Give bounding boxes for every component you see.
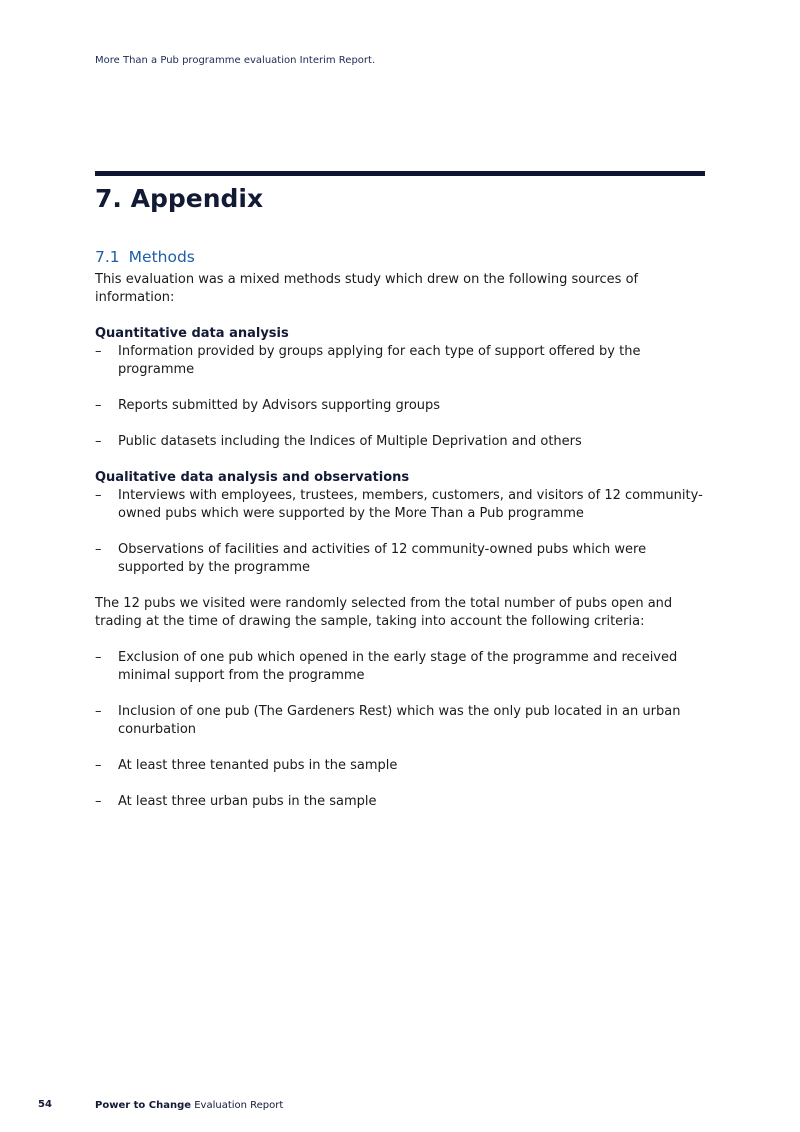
bullet-dash: –: [95, 344, 102, 359]
list-item-text: Reports submitted by Advisors supporting groups: [118, 398, 441, 413]
list-item: [95, 649, 710, 685]
quantitative-heading: Quantitative data analysis: [95, 326, 289, 341]
title-rule: [95, 171, 705, 176]
bullet-dash: –: [95, 398, 102, 413]
list-item-text: Inclusion of one pub (The Gardeners Rest) which was the only pub located in an urban conurbation: [118, 704, 681, 737]
qualitative-list: [95, 487, 710, 577]
bullet-dash: –: [95, 434, 102, 449]
sample-paragraph: The 12 pubs we visited were randomly selected from the total number of pubs open and trading at the time of drawing the sample, taking into account the following criteria:: [95, 596, 673, 629]
list-item-text: Public datasets including the Indices of Multiple Deprivation and others: [118, 434, 582, 449]
bullet-dash: –: [95, 704, 102, 719]
list-item: [95, 541, 710, 577]
content-body: [95, 247, 710, 829]
list-item-text: Information provided by groups applying for each type of support offered by the programme: [118, 344, 641, 377]
bullet-dash: –: [95, 794, 102, 809]
bullet-dash: –: [95, 488, 102, 503]
list-item-text: At least three urban pubs in the sample: [118, 794, 377, 809]
page-title: 7. Appendix: [95, 184, 264, 213]
running-header: More Than a Pub programme evaluation Interim Report.: [95, 55, 376, 66]
list-item: [95, 397, 710, 415]
list-item: [95, 487, 710, 523]
list-item: [95, 793, 710, 811]
quantitative-list: [95, 343, 710, 451]
criteria-list: [95, 649, 710, 811]
section-heading: [95, 247, 710, 267]
page-number: 54: [38, 1099, 52, 1110]
list-item-text: Interviews with employees, trustees, members, customers, and visitors of 12 community-owned pubs which were supported by the More Than a Pub programme: [118, 488, 703, 521]
qualitative-heading: Qualitative data analysis and observations: [95, 470, 410, 485]
list-item: [95, 703, 710, 739]
list-item-text: At least three tenanted pubs in the sample: [118, 758, 398, 773]
intro-paragraph: This evaluation was a mixed methods study which drew on the following sources of information:: [95, 272, 639, 305]
footer-report-label: Evaluation Report: [191, 1100, 284, 1111]
list-item: [95, 433, 710, 451]
list-item-text: Observations of facilities and activities of 12 community-owned pubs which were supported by the programme: [118, 542, 647, 575]
bullet-dash: –: [95, 758, 102, 773]
footer-brand-name: Power to Change: [95, 1100, 192, 1111]
section-number: 7.1: [95, 248, 120, 266]
bullet-dash: –: [95, 650, 102, 665]
bullet-dash: –: [95, 542, 102, 557]
list-item: [95, 757, 710, 775]
list-item-text: Exclusion of one pub which opened in the early stage of the programme and received minimal support from the programme: [118, 650, 678, 683]
section-title: Methods: [128, 248, 195, 266]
footer-brand: [95, 1100, 283, 1111]
list-item: [95, 343, 710, 379]
